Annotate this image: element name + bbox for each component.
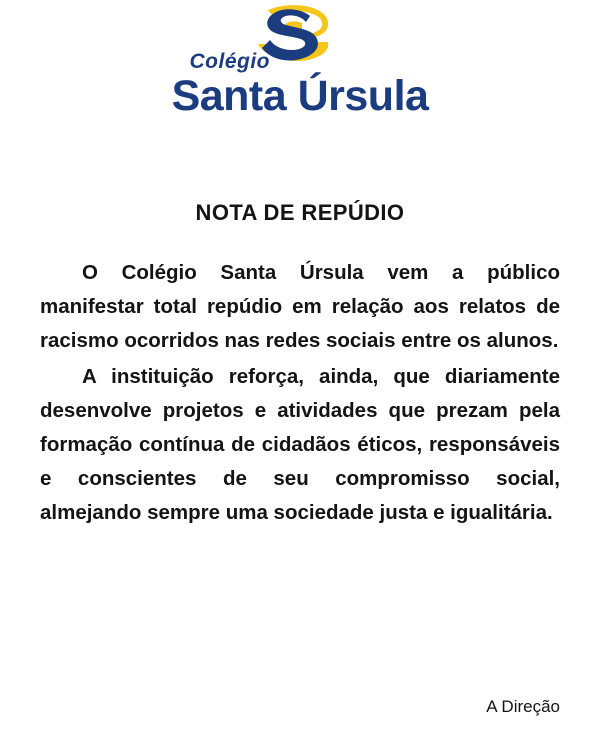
letterhead-logo — [0, 0, 600, 140]
logo-institution-prefix: Colégio — [189, 50, 270, 73]
logo-institution-name: Santa Úrsula — [171, 72, 429, 120]
logo-inner — [150, 4, 450, 134]
paragraph-2: A instituição reforça, ainda, que diariamente desenvolve projetos e atividades que prezam pela formação contínua de cidadãos éticos, responsáveis e conscientes de seu compromisso social, almejando sempre uma sociedade justa e igualitária. — [40, 365, 560, 524]
document-body — [40, 256, 560, 530]
paragraph-1: O Colégio Santa Úrsula vem a público manifestar total repúdio em relação aos relatos de racismo ocorridos nas redes sociais entre os alunos. — [40, 261, 560, 352]
page-title: NOTA DE REPÚDIO — [195, 200, 405, 225]
signature-line: A Direção — [486, 697, 560, 716]
